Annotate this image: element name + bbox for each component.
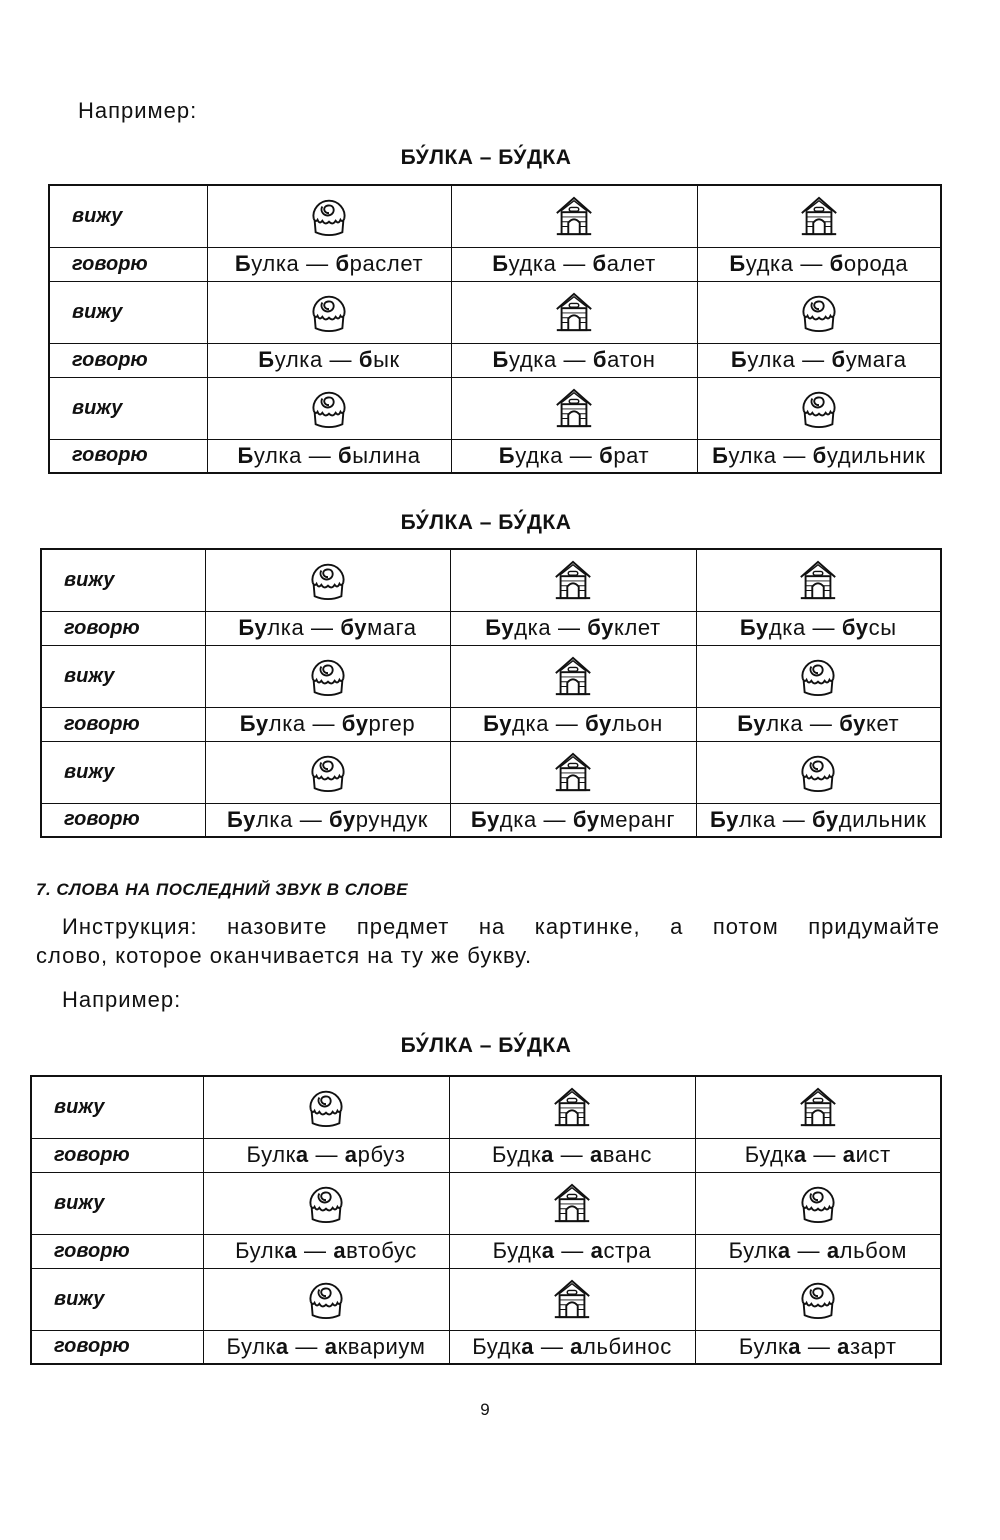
base-word-end: а	[541, 1142, 554, 1167]
say-row	[31, 1234, 941, 1268]
base-word-rest: лка	[739, 806, 776, 832]
answer-word-start: б	[599, 442, 614, 468]
base-word-rest: дка	[499, 806, 537, 832]
answer-word-start: б	[831, 347, 846, 372]
doghouse-icon	[553, 386, 595, 430]
doghouse-icon	[552, 750, 594, 794]
say-row	[41, 707, 941, 741]
base-word-rest: лка	[766, 711, 804, 736]
word-pair-cell	[449, 1330, 695, 1364]
base-word-start: Будк	[491, 1142, 542, 1167]
bun-icon	[305, 1181, 347, 1225]
base-word-start: Будк	[492, 1238, 542, 1263]
base-word-start: Булк	[246, 1142, 296, 1167]
answer-word-rest: квариум	[337, 1333, 426, 1359]
dash: —	[308, 442, 332, 468]
doghouse-icon	[797, 558, 839, 602]
base-word-start: Бу	[483, 711, 513, 736]
answer-word-start: бу	[839, 711, 866, 736]
base-word-start: Бу	[485, 615, 515, 640]
bun-icon	[305, 1085, 347, 1129]
say-row	[31, 1330, 941, 1364]
picture-cell	[451, 185, 697, 247]
base-word-rest: лка	[268, 711, 306, 736]
base-word-rest: удка	[508, 251, 557, 276]
word-pair-cell	[205, 803, 450, 837]
base-word-end: а	[284, 1238, 298, 1263]
dash: —	[807, 1333, 831, 1359]
answer-word-rest: ылина	[352, 442, 421, 468]
dash: —	[561, 1238, 584, 1263]
bun-icon	[308, 290, 350, 334]
dash: —	[543, 806, 567, 832]
answer-word-rest: мага	[367, 615, 417, 640]
doghouse-icon	[551, 1277, 593, 1321]
base-word-first-letter: Б	[492, 347, 509, 372]
base-word-rest: дка	[768, 615, 806, 640]
picture-cell	[203, 1172, 449, 1234]
answer-word-start: б	[829, 251, 844, 276]
base-word-first-letter: Б	[730, 347, 748, 372]
answer-word-rest: алет	[606, 251, 656, 276]
answer-word-rest: ванс	[602, 1142, 653, 1167]
word-pair-cell	[697, 247, 941, 281]
answer-word-rest: раслет	[349, 251, 424, 276]
word-pair-cell	[697, 343, 941, 377]
base-word-start: Булк	[738, 1333, 789, 1359]
picture-cell	[449, 1076, 695, 1138]
answer-word-rest: ист	[855, 1142, 891, 1167]
dash: —	[329, 347, 353, 372]
dash: —	[311, 615, 334, 640]
answer-word-rest: орода	[843, 251, 909, 276]
see-row	[49, 185, 941, 247]
answer-word-rest: атон	[607, 347, 656, 372]
say-row	[49, 343, 941, 377]
word-pair-cell	[697, 439, 941, 473]
base-word-rest: удка	[745, 251, 794, 276]
row-label-see: вижу	[49, 377, 207, 439]
base-word-start: Будк	[472, 1333, 522, 1359]
base-word-start: Бу	[238, 615, 268, 640]
answer-word-start: бу	[841, 615, 869, 640]
picture-cell	[451, 281, 697, 343]
bun-icon	[797, 750, 839, 794]
base-word-rest: улка	[251, 251, 300, 276]
see-row	[41, 549, 941, 611]
doghouse-icon	[553, 290, 595, 334]
picture-cell	[697, 377, 941, 439]
base-word-first-letter: Б	[492, 251, 509, 276]
base-word-end: а	[777, 1238, 791, 1263]
bun-icon	[308, 194, 350, 238]
bun-icon	[797, 1181, 839, 1225]
block3-table	[30, 1075, 942, 1365]
dash: —	[569, 442, 593, 468]
doghouse-icon	[797, 1085, 839, 1129]
word-pair-cell	[695, 1138, 941, 1172]
answer-word-start: бу	[585, 711, 612, 736]
answer-word-start: бу	[341, 711, 369, 736]
dash: —	[557, 615, 581, 640]
doghouse-icon	[551, 1181, 593, 1225]
say-row	[41, 803, 941, 837]
answer-word-rest: стра	[603, 1238, 652, 1263]
word-pair-cell	[696, 707, 941, 741]
picture-cell	[697, 281, 941, 343]
picture-cell	[203, 1076, 449, 1138]
answer-word-rest: рат	[613, 442, 650, 468]
row-label-see: вижу	[41, 741, 205, 803]
dash: —	[802, 347, 825, 372]
see-row	[31, 1268, 941, 1330]
answer-word-start: бу	[340, 615, 368, 640]
answer-word-rest: ык	[373, 347, 400, 372]
answer-word-rest: рбуз	[357, 1142, 406, 1167]
base-word-rest: дка	[514, 615, 552, 640]
dash: —	[299, 806, 323, 832]
base-word-start: Булк	[235, 1238, 285, 1263]
instruction-line1: Инструкция: назовите предмет на картинке, а потом придумайте	[62, 914, 940, 939]
word-pair-cell	[207, 343, 451, 377]
base-word-first-letter: Б	[712, 442, 729, 468]
dash: —	[315, 1142, 339, 1167]
row-label-say: говорю	[49, 343, 207, 377]
answer-word-start: б	[812, 442, 827, 468]
picture-cell	[696, 549, 941, 611]
picture-cell	[207, 377, 451, 439]
base-word-rest: лка	[267, 615, 305, 640]
dash: —	[563, 251, 586, 276]
base-word-end: а	[541, 1238, 555, 1263]
word-pair-cell	[695, 1330, 941, 1364]
picture-cell	[449, 1172, 695, 1234]
row-label-say: говорю	[49, 439, 207, 473]
block2-table	[40, 548, 942, 838]
base-word-start: Бу	[710, 806, 739, 832]
word-pair-cell	[207, 439, 451, 473]
see-row	[31, 1076, 941, 1138]
answer-word-start: бу	[812, 806, 839, 832]
row-label-say: говорю	[31, 1138, 203, 1172]
base-word-rest: дка	[512, 711, 550, 736]
dash: —	[812, 615, 836, 640]
word-pair-cell	[450, 707, 696, 741]
see-row	[41, 645, 941, 707]
answer-word-start: а	[324, 1333, 338, 1359]
word-pair-cell	[450, 803, 696, 837]
answer-word-rest: ргер	[368, 711, 416, 736]
word-pair-cell	[203, 1330, 449, 1364]
picture-cell	[696, 741, 941, 803]
base-word-end: а	[793, 1142, 807, 1167]
dash: —	[800, 251, 823, 276]
answer-word-start: а	[837, 1333, 850, 1359]
base-word-end: а	[295, 1142, 309, 1167]
base-word-end: а	[275, 1333, 289, 1359]
instruction-line2: слово, которое оканчивается на ту же букву.	[36, 943, 533, 968]
section7-heading: 7. СЛОВА НА ПОСЛЕДНИЙ ЗВУК В СЛОВЕ	[36, 880, 409, 899]
base-word-start: Бу	[737, 711, 767, 736]
word-pair-cell	[205, 707, 450, 741]
dash: —	[797, 1238, 821, 1263]
doghouse-icon	[552, 558, 594, 602]
picture-cell	[449, 1268, 695, 1330]
answer-word-rest: кет	[865, 711, 900, 736]
word-pair-cell	[450, 611, 696, 645]
dash: —	[809, 711, 833, 736]
block1-title: БУ́ЛКА – БУ́ДКА	[400, 146, 572, 169]
answer-word-start: б	[335, 251, 350, 276]
base-word-rest: улка	[274, 347, 323, 372]
picture-cell	[207, 281, 451, 343]
answer-word-start: б	[592, 251, 607, 276]
answer-word-start: бу	[572, 806, 600, 832]
picture-cell	[696, 645, 941, 707]
row-label-say: говорю	[49, 247, 207, 281]
say-row	[31, 1138, 941, 1172]
answer-word-start: а	[590, 1238, 604, 1263]
answer-word-start: а	[842, 1142, 856, 1167]
answer-word-rest: меранг	[599, 806, 676, 832]
base-word-end: а	[521, 1333, 535, 1359]
picture-cell	[695, 1172, 941, 1234]
word-pair-cell	[696, 803, 941, 837]
row-label-say: говорю	[41, 803, 205, 837]
word-pair-cell	[451, 247, 697, 281]
picture-cell	[450, 549, 696, 611]
answer-word-rest: клет	[614, 615, 661, 640]
block3-title: БУ́ЛКА – БУ́ДКА	[400, 1034, 572, 1057]
bun-icon	[797, 1277, 839, 1321]
row-label-say: говорю	[31, 1330, 203, 1364]
answer-word-rest: дильник	[838, 806, 927, 832]
base-word-first-letter: Б	[237, 442, 254, 468]
dash: —	[312, 711, 336, 736]
row-label-see: вижу	[41, 549, 205, 611]
picture-cell	[450, 645, 696, 707]
word-pair-cell	[696, 611, 941, 645]
word-pair-cell	[695, 1234, 941, 1268]
page-number: 9	[480, 1400, 490, 1419]
base-word-rest: улка	[728, 442, 777, 468]
doghouse-icon	[551, 1085, 593, 1129]
see-row	[31, 1172, 941, 1234]
base-word-rest: удка	[515, 442, 564, 468]
dash: —	[540, 1333, 564, 1359]
bun-icon	[308, 386, 350, 430]
say-row	[41, 611, 941, 645]
word-pair-cell	[451, 439, 697, 473]
see-row	[41, 741, 941, 803]
row-label-see: вижу	[31, 1076, 203, 1138]
word-pair-cell	[205, 611, 450, 645]
bun-icon	[307, 654, 349, 698]
answer-word-rest: льбинос	[583, 1333, 672, 1359]
bun-icon	[307, 750, 349, 794]
answer-word-start: б	[338, 442, 353, 468]
answer-word-rest: сы	[868, 615, 897, 640]
base-word-rest: улка	[253, 442, 302, 468]
dash: —	[563, 347, 587, 372]
doghouse-icon	[552, 654, 594, 698]
answer-word-start: бу	[587, 615, 615, 640]
word-pair-cell	[207, 247, 451, 281]
dash: —	[560, 1142, 584, 1167]
row-label-say: говорю	[41, 707, 205, 741]
dash: —	[306, 251, 329, 276]
picture-cell	[451, 377, 697, 439]
base-word-start: Будк	[744, 1142, 794, 1167]
see-row	[49, 281, 941, 343]
base-word-first-letter: Б	[729, 251, 746, 276]
base-word-start: Бу	[470, 806, 500, 832]
row-label-see: вижу	[41, 645, 205, 707]
base-word-start: Булк	[728, 1238, 778, 1263]
row-label-see: вижу	[31, 1268, 203, 1330]
base-word-first-letter: Б	[258, 347, 275, 372]
dash: —	[555, 711, 579, 736]
word-pair-cell	[449, 1234, 695, 1268]
row-label-see: вижу	[49, 281, 207, 343]
answer-word-start: а	[826, 1238, 840, 1263]
bun-icon	[797, 654, 839, 698]
word-pair-cell	[203, 1234, 449, 1268]
dash: —	[783, 442, 806, 468]
base-word-end: а	[788, 1333, 802, 1359]
row-label-say: говорю	[31, 1234, 203, 1268]
picture-cell	[450, 741, 696, 803]
answer-word-start: а	[344, 1142, 358, 1167]
answer-word-rest: умага	[845, 347, 907, 372]
picture-cell	[695, 1268, 941, 1330]
base-word-rest: улка	[747, 347, 796, 372]
bun-icon	[307, 558, 349, 602]
picture-cell	[205, 645, 450, 707]
answer-word-rest: зарт	[850, 1333, 897, 1359]
row-label-see: вижу	[49, 185, 207, 247]
example-label-2: Например:	[62, 987, 182, 1012]
answer-word-start: а	[589, 1142, 603, 1167]
answer-word-start: б	[358, 347, 374, 372]
base-word-first-letter: Б	[234, 251, 252, 276]
base-word-start: Бу	[739, 615, 769, 640]
example-label: Например:	[78, 98, 198, 123]
answer-word-start: а	[333, 1238, 347, 1263]
bun-icon	[798, 386, 840, 430]
say-row	[49, 247, 941, 281]
picture-cell	[207, 185, 451, 247]
answer-word-start: б	[592, 347, 608, 372]
picture-cell	[203, 1268, 449, 1330]
answer-word-start: бу	[329, 806, 356, 832]
doghouse-icon	[553, 194, 595, 238]
bun-icon	[798, 290, 840, 334]
row-label-see: вижу	[31, 1172, 203, 1234]
block1-table	[48, 184, 942, 474]
block2-title: БУ́ЛКА – БУ́ДКА	[400, 511, 572, 534]
see-row	[49, 377, 941, 439]
answer-word-rest: льон	[611, 711, 663, 736]
answer-word-rest: втобус	[346, 1238, 417, 1263]
answer-word-rest: удильник	[826, 442, 926, 468]
picture-cell	[205, 549, 450, 611]
base-word-start: Бу	[239, 711, 269, 736]
picture-cell	[695, 1076, 941, 1138]
word-pair-cell	[451, 343, 697, 377]
answer-word-rest: льбом	[839, 1238, 907, 1263]
picture-cell	[697, 185, 941, 247]
dash: —	[813, 1142, 837, 1167]
base-word-start: Бу	[227, 806, 256, 832]
answer-word-rest: рундук	[355, 806, 428, 832]
row-label-say: говорю	[41, 611, 205, 645]
picture-cell	[205, 741, 450, 803]
dash: —	[295, 1333, 319, 1359]
dash: —	[303, 1238, 327, 1263]
dash: —	[782, 806, 806, 832]
base-word-first-letter: Б	[498, 442, 516, 468]
bun-icon	[305, 1277, 347, 1321]
word-pair-cell	[449, 1138, 695, 1172]
base-word-rest: лка	[256, 806, 293, 832]
base-word-rest: удка	[508, 347, 557, 372]
doghouse-icon	[798, 194, 840, 238]
word-pair-cell	[203, 1138, 449, 1172]
base-word-start: Булк	[226, 1333, 276, 1359]
answer-word-start: а	[570, 1333, 584, 1359]
say-row	[49, 439, 941, 473]
